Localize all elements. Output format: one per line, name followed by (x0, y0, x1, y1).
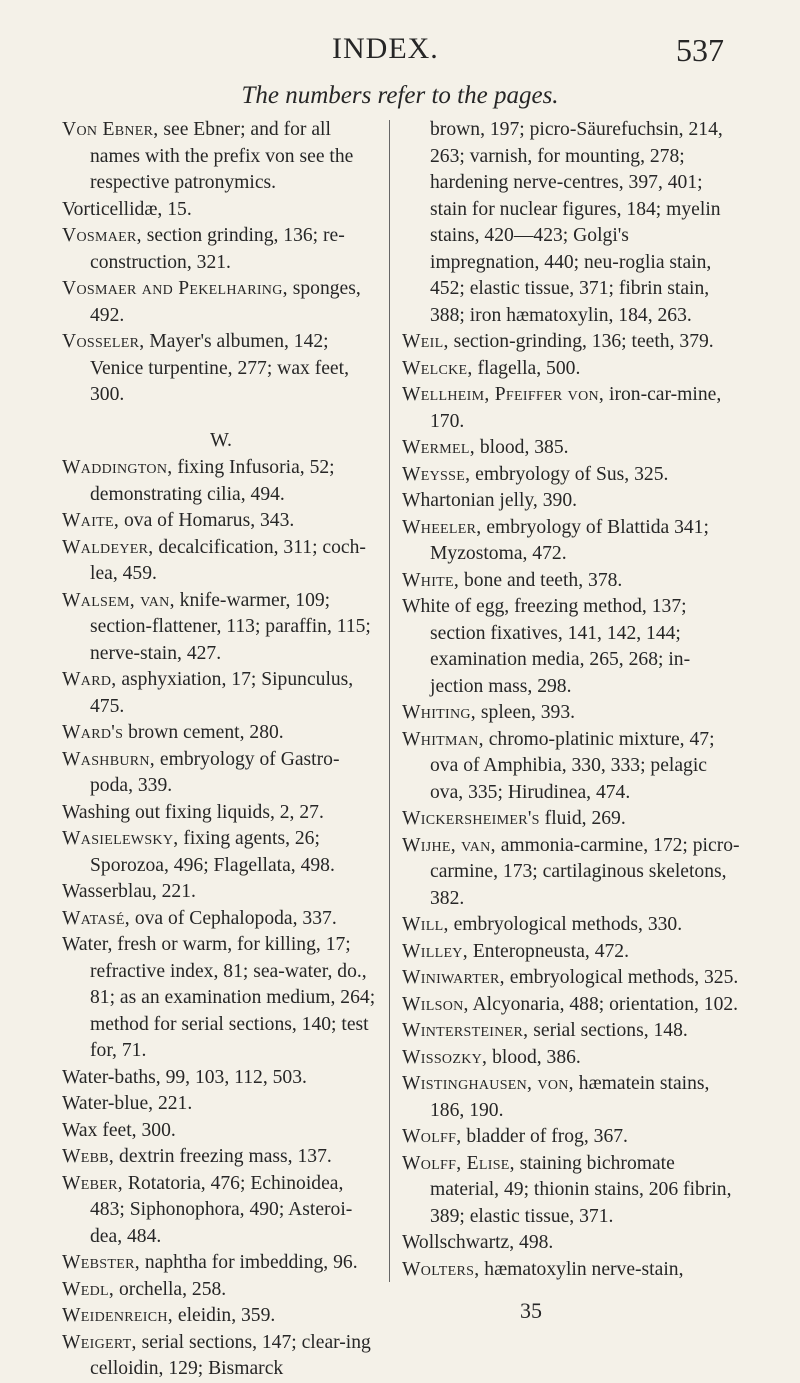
index-entry (402, 939, 742, 966)
index-entry (62, 1250, 380, 1277)
index-entry (402, 992, 742, 1019)
entry-text: see Ebner; and for all names with the prefix von see the respective patronymics. (90, 119, 354, 193)
entry-name: Wijhe, van, (402, 834, 496, 856)
entry-text: fixing agents, 26; Sporozoa, 496; Flagellata, 498. (90, 828, 335, 876)
entry-text: brown, 197; picro-Säurefuchsin, 214, 263; varnish, for mounting, 278; hardening nerve-centres, 397, 401; stain for nuclear figures, 184; myelin stains, 420—423; Golgi's impregnation, 440; neu-roglia stain, 452; elastic tissue, 371; fibrin stain, 388; iron hæmatoxylin, 184, 263. (430, 119, 723, 326)
entry-name: Webb, (62, 1146, 115, 1167)
entry-text: ammonia-carmine, 172; picro-carmine, 173; cartilaginous skeletons, 382. (430, 834, 740, 909)
entry-text: Alcyonaria, 488; orientation, 102. (468, 993, 739, 1015)
entry-text: Wax feet, 300. (62, 1119, 176, 1141)
index-entry (402, 568, 742, 595)
entry-name: Will, (402, 914, 449, 935)
entry-text: knife-warmer, 109; section-flattener, 113; paraffin, 115; nerve-stain, 427. (90, 589, 371, 664)
entry-text: bladder of frog, 367. (461, 1126, 628, 1147)
entry-name: Wintersteiner, (402, 1020, 529, 1041)
index-entry (402, 806, 742, 833)
entry-text: embryology of Sus, 325. (470, 463, 669, 485)
entry-text: Washing out fixing liquids, 2, 27. (62, 801, 324, 823)
index-entry (62, 223, 380, 276)
index-entry (62, 1330, 380, 1383)
entry-name: Ward, (62, 669, 117, 690)
header-title: INDEX. (332, 32, 439, 65)
left-entries-before (62, 117, 380, 409)
entry-text: iron-car-mine, 170. (430, 384, 722, 432)
index-entry (62, 1144, 380, 1171)
entry-text: blood, 386. (487, 1046, 581, 1068)
entry-text: Whartonian jelly, 390. (402, 490, 578, 511)
entry-text: Enteropneusta, 472. (467, 940, 629, 962)
entry-text: embryology of Gastro-poda, 339. (90, 748, 340, 796)
entry-name: Weysse, (402, 463, 471, 485)
index-entry (402, 700, 742, 727)
entry-text: embryology of Blattida 341; Myzostoma, 472. (430, 516, 709, 564)
entry-name: Waldeyer, (62, 536, 154, 558)
entry-name: Ward's (62, 722, 124, 743)
entry-text: blood, 385. (474, 437, 569, 458)
index-entry (62, 508, 380, 535)
entry-name: Welcke, (402, 357, 473, 379)
index-entry (402, 1151, 742, 1231)
entry-text: serial sections, 147; clear-ing celloidin, 129; Bismarck (90, 1331, 371, 1379)
entry-text: fixing Infusoria, 52; demonstrating cilia, 494. (90, 457, 335, 505)
index-entry (402, 965, 742, 992)
entry-text: embryological methods, 325. (504, 967, 739, 988)
entry-text: eleidin, 359. (172, 1305, 276, 1326)
index-entry (62, 826, 380, 879)
entry-name: Wolff, (402, 1126, 462, 1147)
index-entry (62, 1118, 380, 1145)
entry-text: White of egg, freezing method, 137; section fixatives, 141, 142, 144; examination media, 265, 268; in-jection mass, 298. (402, 596, 691, 697)
index-entry (62, 535, 380, 588)
entry-name: Weber, (62, 1172, 123, 1194)
index-entry (62, 1065, 380, 1092)
index-entry (402, 462, 742, 489)
entry-text: bone and teeth, 378. (459, 569, 623, 591)
entry-text: dextrin freezing mass, 137. (114, 1146, 332, 1167)
entry-text: Mayer's albumen, 142; Venice turpentine, 277; wax feet, 300. (90, 331, 349, 405)
index-entry (402, 1257, 742, 1284)
page-number: 537 (676, 32, 724, 68)
entry-name: Wellheim, Pfeiffer von, (402, 384, 605, 405)
entry-name: Webster, (62, 1252, 140, 1273)
entry-text: naphtha for imbedding, 96. (139, 1252, 358, 1273)
index-entry (402, 117, 742, 329)
index-entry (62, 906, 380, 933)
entry-name: Weigert, (62, 1331, 137, 1353)
index-entry (402, 382, 742, 435)
entry-name: Wolff, Elise, (402, 1152, 515, 1174)
entry-text: Wasserblau, 221. (62, 881, 196, 902)
entry-text: hæmatoxylin nerve-stain, (479, 1258, 684, 1280)
index-entry (62, 1171, 380, 1251)
signature-mark: 35 (520, 1298, 542, 1323)
entry-name: Wistinghausen, von, (402, 1073, 574, 1094)
entry-name: Winiwarter, (402, 967, 505, 988)
right-column (402, 117, 742, 1283)
page-header (0, 30, 800, 70)
entry-name: Wheeler, (402, 516, 482, 538)
entry-name: Weil, (402, 331, 449, 352)
index-entry (402, 1018, 742, 1045)
entry-name: Walsem, van, (62, 589, 175, 611)
index-entry (402, 1230, 742, 1257)
index-entry (402, 515, 742, 568)
entry-name: Wickersheimer's (402, 808, 540, 829)
entry-text: Vorticellidæ, 15. (62, 198, 192, 220)
entry-text: embryological methods, 330. (448, 914, 683, 935)
entry-text: fluid, 269. (539, 808, 626, 829)
section-letter: W. (209, 428, 233, 451)
entry-name: Wasielewsky, (62, 828, 179, 849)
index-entry (402, 912, 742, 939)
index-entry (62, 197, 380, 224)
entry-text: brown cement, 280. (123, 722, 284, 743)
index-entry (62, 329, 380, 409)
entry-name: Wolters, (402, 1258, 480, 1280)
entry-name: Whitman, (402, 728, 484, 750)
entry-name: Watasé, (62, 907, 130, 929)
entry-name: Willey, (402, 940, 468, 962)
entry-name: Wilson, (402, 993, 469, 1015)
entry-name: Waddington, (62, 457, 173, 478)
index-entry (402, 1045, 742, 1072)
entry-text: Water-baths, 99, 103, 112, 503. (62, 1066, 307, 1088)
index-entry (62, 1091, 380, 1118)
index-subtitle: The numbers refer to the pages. (241, 82, 559, 109)
left-column (62, 117, 380, 1383)
entry-name: White, (402, 569, 460, 591)
entry-text: spleen, 393. (476, 702, 576, 723)
entry-name: Washburn, (62, 748, 155, 770)
entry-name: Weidenreich, (62, 1305, 173, 1326)
entry-text: section-grinding, 136; teeth, 379. (448, 331, 714, 352)
index-entry (62, 800, 380, 827)
entry-text: hæmatein stains, 186, 190. (430, 1073, 710, 1121)
column-divider (389, 120, 390, 1282)
entry-text: sponges, 492. (90, 278, 361, 326)
entry-text: chromo-platinic mixture, 47; ova of Amphibia, 330, 333; pelagic ova, 335; Hirudinea, 474. (430, 728, 715, 803)
index-entry (402, 488, 742, 515)
index-entry (402, 356, 742, 383)
index-entry (402, 1124, 742, 1151)
entry-name: Wermel, (402, 437, 475, 458)
index-entry (62, 932, 380, 1065)
entry-name: Whiting, (402, 702, 476, 723)
index-entry (62, 588, 380, 668)
index-entry (402, 594, 742, 700)
entry-name: Waite, (62, 510, 120, 531)
index-entry (402, 435, 742, 462)
index-entry (402, 329, 742, 356)
entry-text: Water, fresh or warm, for killing, 17; refractive index, 81; sea-water, do., 81; as an examination medium, 264; method for serial sections, 140; test for, 71. (62, 934, 376, 1061)
index-entry (402, 1071, 742, 1124)
entry-name: Wissozky, (402, 1046, 488, 1068)
entry-text: ova of Homarus, 343. (119, 510, 295, 531)
left-entries-after (62, 455, 380, 1383)
entry-text: decalcification, 311; coch-lea, 459. (90, 536, 366, 584)
entry-text: Wollschwartz, 498. (402, 1232, 554, 1253)
index-entry (62, 276, 380, 329)
entry-name: Vosseler, (62, 331, 145, 352)
index-entry (62, 1303, 380, 1330)
index-entry (402, 727, 742, 807)
entry-text: orchella, 258. (114, 1278, 227, 1300)
entry-text: ova of Cephalopoda, 337. (129, 907, 337, 929)
entry-text: flagella, 500. (472, 357, 581, 379)
index-entry (402, 833, 742, 913)
entry-text: section grinding, 136; re-construction, 321. (90, 225, 345, 273)
entry-text: serial sections, 148. (528, 1020, 688, 1041)
entry-name: Von Ebner, (62, 119, 159, 140)
entry-text: asphyxiation, 17; Sipunculus, 475. (90, 669, 354, 717)
index-entry (62, 117, 380, 197)
index-entry (62, 455, 380, 508)
index-entry (62, 747, 380, 800)
index-entry (62, 720, 380, 747)
index-entry (62, 667, 380, 720)
entry-text: Water-blue, 221. (62, 1093, 193, 1114)
entry-text: staining bichromate material, 49; thionin stains, 206 fibrin, 389; elastic tissue, 371. (430, 1152, 732, 1227)
entry-name: Vosmaer, (62, 225, 142, 246)
index-entry (62, 1277, 380, 1304)
index-entry (62, 879, 380, 906)
entry-name: Wedl, (62, 1278, 115, 1300)
entry-name: Vosmaer and Pekelharing, (62, 278, 288, 299)
entry-text: Rotatoria, 476; Echinoidea, 483; Siphonophora, 490; Asteroi-dea, 484. (90, 1172, 353, 1247)
